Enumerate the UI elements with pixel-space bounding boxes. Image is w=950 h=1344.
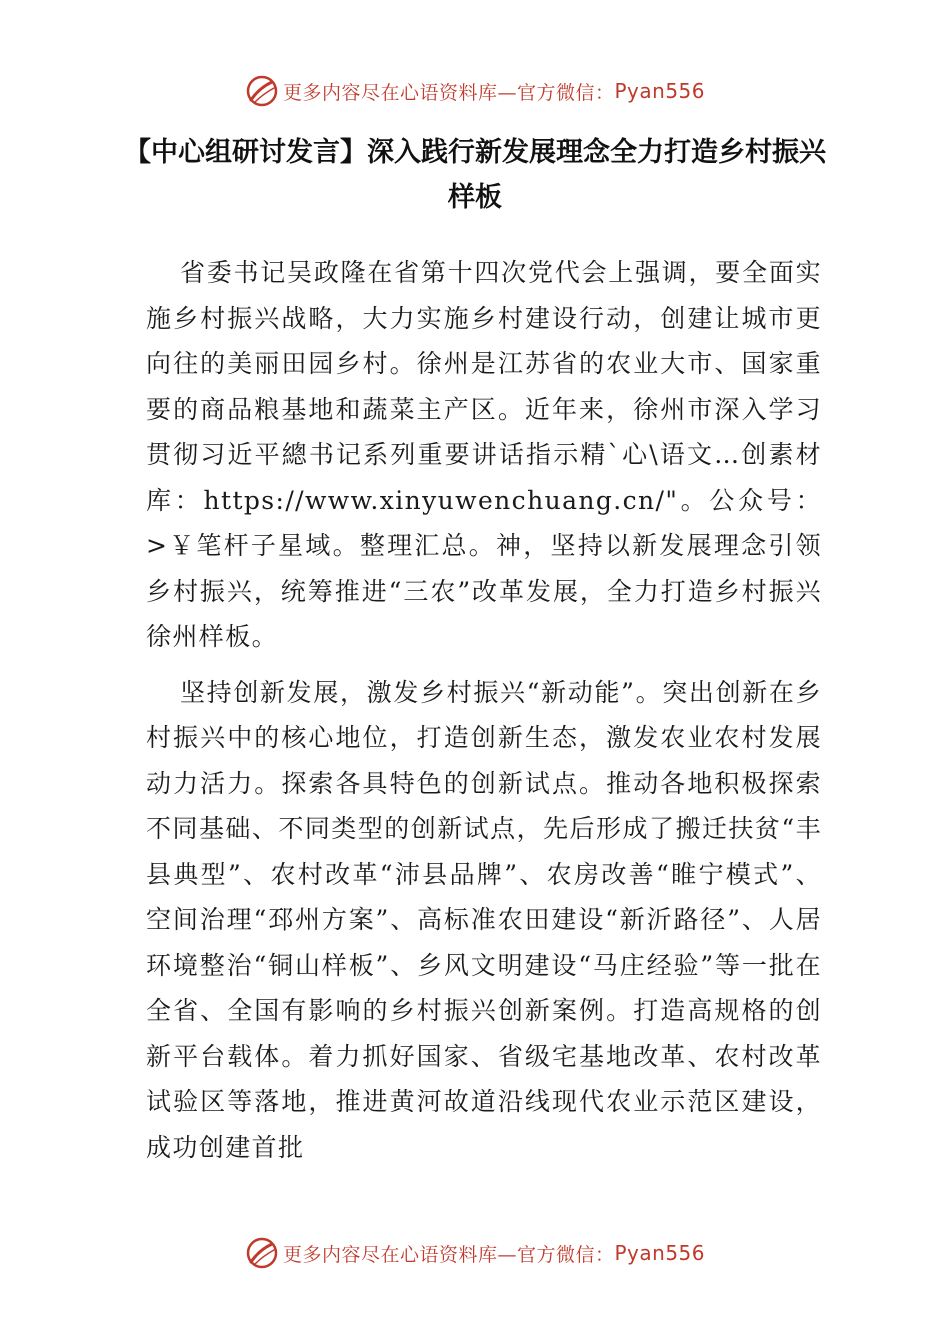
- paragraph-1: 省委书记吴政隆在省第十四次党代会上强调，要全面实施乡村振兴战略，大力实施乡村建设行动，创建让城市更向往的美丽田园乡村。徐州是江苏省的农业大市、国家重要的商品粮基地和蔬菜主产区。近年来，徐州市深入学习贯彻习近平總书记系列重要讲话指示精`心\语文…创素材库：https://www.xinyuwenchuang.cn/"。公众号：>￥笔杆子星域。整理汇总。神，坚持以新发展理念引领乡村振兴，统筹推进“三农”改革发展，全力打造乡村振兴徐州样板。: [146, 258, 822, 651]
- banner-wechat-id: Pyan556: [614, 79, 706, 103]
- banner-text: 更多内容尽在心语资料库—官方微信：: [282, 81, 615, 104]
- document-body: [146, 250, 822, 1180]
- header-banner: [0, 74, 950, 108]
- footer-banner: [0, 1236, 950, 1270]
- brush-logo-icon: [245, 74, 279, 108]
- document-title: 【中心组研讨发言】深入践行新发展理念全力打造乡村振兴样板: [124, 137, 826, 213]
- brush-logo-icon: [245, 1236, 279, 1270]
- banner-wechat-id: Pyan556: [614, 1241, 706, 1265]
- banner-text: 更多内容尽在心语资料库—官方微信：: [282, 1243, 615, 1266]
- paragraph-2: 坚持创新发展，激发乡村振兴“新动能”。突出创新在乡村振兴中的核心地位，打造创新生态，激发农业农村发展动力活力。探索各具特色的创新试点。推动各地积极探索不同基础、不同类型的创新试点，先后形成了搬迁扶贫“丰县典型”、农村改革“沛县品牌”、农房改善“睢宁模式”、空间治理“邳州方案”、高标准农田建设“新沂路径”、人居环境整治“铜山样板”、乡风文明建设“马庄经验”等一批在全省、全国有影响的乡村振兴创新案例。打造高规格的创新平台载体。着力抓好国家、省级宅基地改革、农村改革试验区等落地，推进黄河故道沿线现代农业示范区建设，成功创建首批: [146, 677, 822, 1162]
